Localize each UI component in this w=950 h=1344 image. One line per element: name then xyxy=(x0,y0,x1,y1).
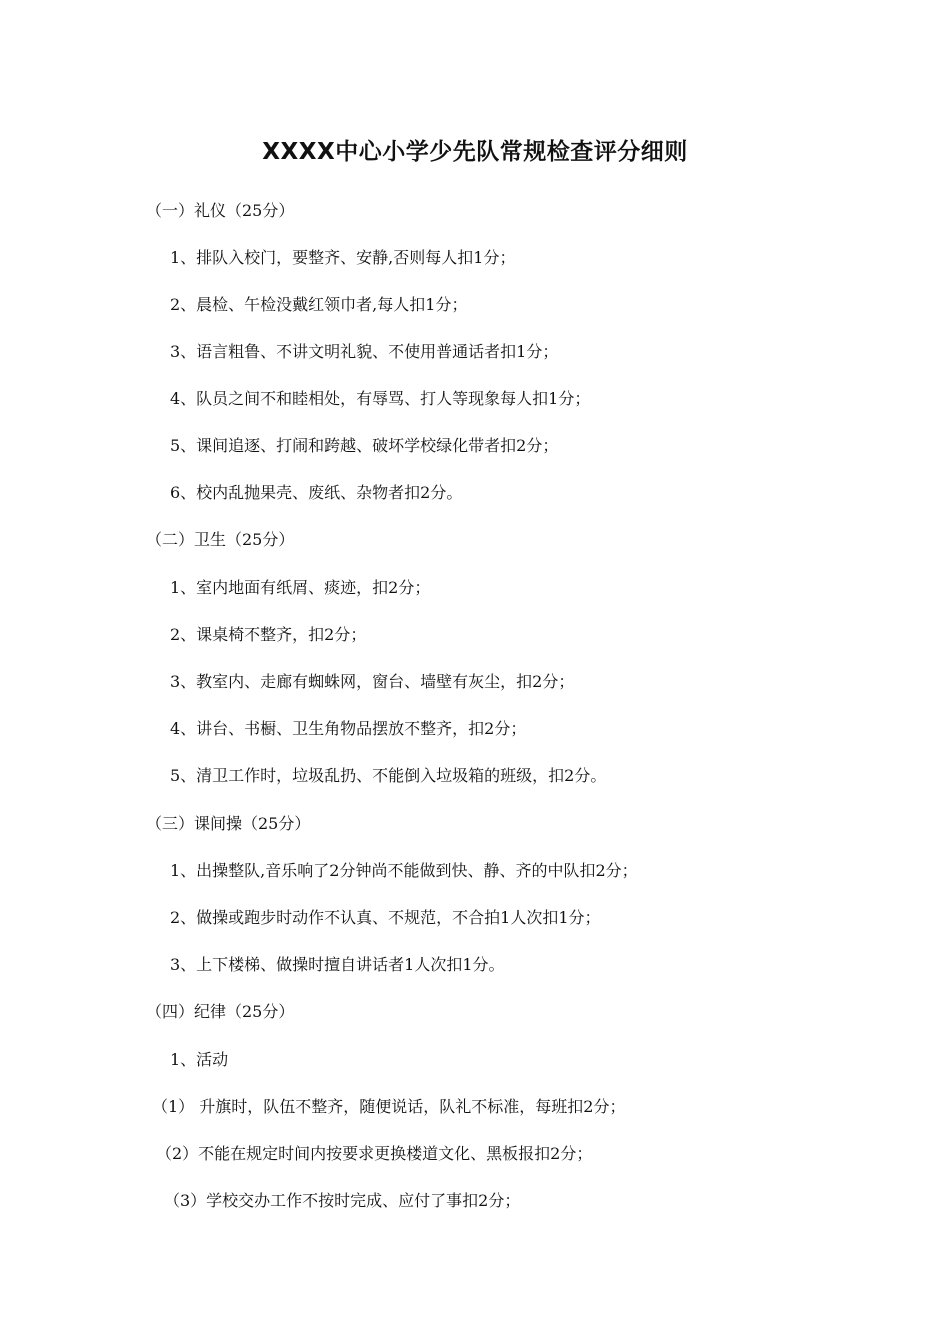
rule-item: 5、课间追逐、打闹和跨越、破坏学校绿化带者扣2分； xyxy=(170,436,559,455)
rule-item: 2、课桌椅不整齐，扣2分； xyxy=(170,625,367,644)
section-heading-discipline: （四）纪律（25分） xyxy=(146,1002,295,1021)
rule-item: 4、讲台、书橱、卫生角物品摆放不整齐，扣2分； xyxy=(170,719,527,738)
rule-item: 4、队员之间不和睦相处，有辱骂、打人等现象每人扣1分； xyxy=(170,389,591,408)
document-title: XXXX中心小学少先队常规检查评分细则 xyxy=(262,139,688,165)
rule-subitem: （1） 升旗时，队伍不整齐，随便说话，队礼不标准，每班扣2分； xyxy=(152,1097,626,1116)
rule-item: 1、排队入校门，要整齐、安静,否则每人扣1分； xyxy=(170,248,516,267)
rule-item: 5、清卫工作时，垃圾乱扔、不能倒入垃圾箱的班级，扣2分。 xyxy=(170,766,607,785)
rule-subheading: 1、活动 xyxy=(170,1050,229,1069)
section-heading-etiquette: （一）礼仪（25分） xyxy=(146,201,295,220)
rule-item: 3、教室内、走廊有蜘蛛网，窗台、墙壁有灰尘，扣2分； xyxy=(170,672,575,691)
rule-subitem: （2）不能在规定时间内按要求更换楼道文化、黑板报扣2分； xyxy=(156,1144,593,1163)
rule-item: 3、上下楼梯、做操时擅自讲话者1人次扣1分。 xyxy=(170,955,505,974)
rule-subitem: （3）学校交办工作不按时完成、应付了事扣2分； xyxy=(164,1191,521,1210)
section-heading-hygiene: （二）卫生（25分） xyxy=(146,530,295,549)
rule-item: 3、语言粗鲁、不讲文明礼貌、不使用普通话者扣1分； xyxy=(170,342,559,361)
section-heading-exercise: （三）课间操（25分） xyxy=(146,814,311,833)
rule-item: 1、室内地面有纸屑、痰迹，扣2分； xyxy=(170,578,431,597)
rule-item: 2、做操或跑步时动作不认真、不规范，不合拍1人次扣1分； xyxy=(170,908,601,927)
rule-item: 6、校内乱抛果壳、废纸、杂物者扣2分。 xyxy=(170,483,463,502)
rule-item: 1、出操整队,音乐响了2分钟尚不能做到快、静、齐的中队扣2分； xyxy=(170,861,638,880)
rule-item: 2、晨检、午检没戴红领巾者,每人扣1分； xyxy=(170,295,468,314)
